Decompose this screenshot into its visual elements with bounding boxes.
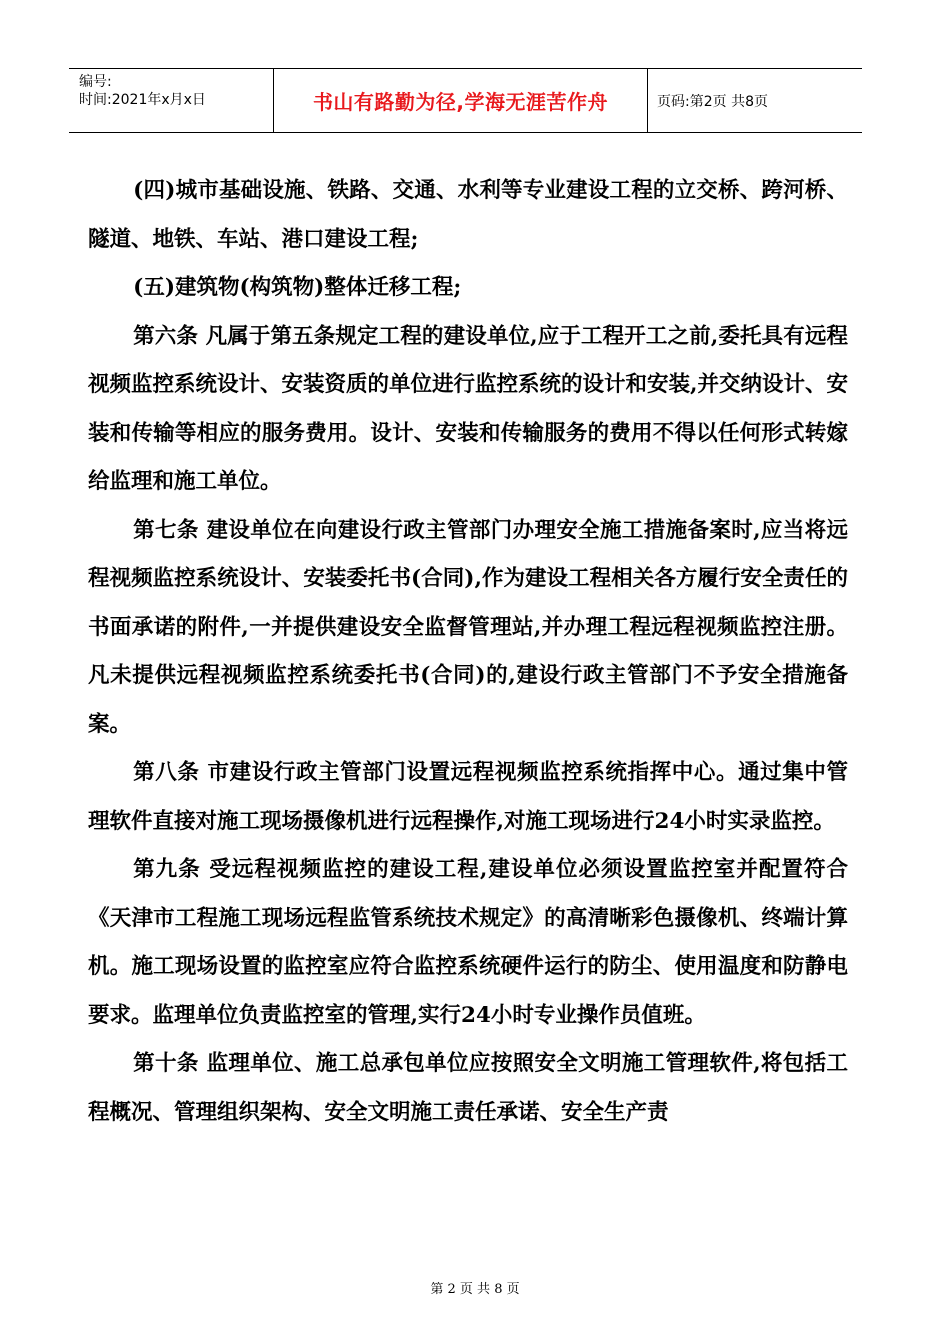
paragraph-item-4: (四)城市基础设施、铁路、交通、水利等专业建设工程的立交桥、跨河桥、隧道、地铁、车站、港口建设工程; (88, 178, 848, 252)
paragraph-article-7: 第七条 建设单位在向建设行政主管部门办理安全施工措施备案时,应当将远程视频监控系统设计、安装委托书(合同),作为建设工程相关各方履行安全责任的书面承诺的附件,一并提供建设安全监督管理站,并办理工程远程视频监控注册。凡未提供远程视频监控系统委托书(合同)的,建设行政主管部门不予安全措施备案。 (88, 517, 848, 737)
paragraph-article-10: 第十条 监理单位、施工总承包单位应按照安全文明施工管理软件,将包括工程概况、管理组织架构、安全文明施工责任承诺、安全生产责 (88, 1051, 848, 1125)
paragraph-article-9: 第九条 受远程视频监控的建设工程,建设单位必须设置监控室并配置符合《天津市工程施工现场远程监管系统技术规定》的高清晰彩色摄像机、终端计算机。施工现场设置的监控室应符合监控系统硬件运行的防尘、使用温度和防静电要求。监理单位负责监控室的管理,实行24小时专业操作员值班。 (88, 857, 848, 1028)
paragraph-article-8: 第八条 市建设行政主管部门设置远程视频监控系统指挥中心。通过集中管理软件直接对施工现场摄像机进行远程操作,对施工现场进行24小时实录监控。 (88, 760, 848, 834)
document-time-label: 时间:2021年x月x日 (79, 92, 206, 108)
header-page-info: 页码:第2页 共8页 (657, 93, 768, 110)
document-body (88, 167, 848, 1137)
paragraph-item-5: (五)建筑物(构筑物)整体迁移工程; (133, 275, 462, 300)
header-motto: 书山有路勤为径,学海无涯苦作舟 (274, 69, 648, 132)
header-meta-cell (69, 69, 274, 132)
page-footer: 第 2 页 共 8 页 (430, 1282, 520, 1297)
paragraph-article-6: 第六条 凡属于第五条规定工程的建设单位,应于工程开工之前,委托具有远程视频监控系统设计、安装资质的单位进行监控系统的设计和安装,并交纳设计、安装和传输等相应的服务费用。设计、安装和传输服务的费用不得以任何形式转嫁给监理和施工单位。 (88, 323, 848, 494)
page-header (69, 68, 862, 133)
document-number-label: 编号: (79, 74, 112, 90)
